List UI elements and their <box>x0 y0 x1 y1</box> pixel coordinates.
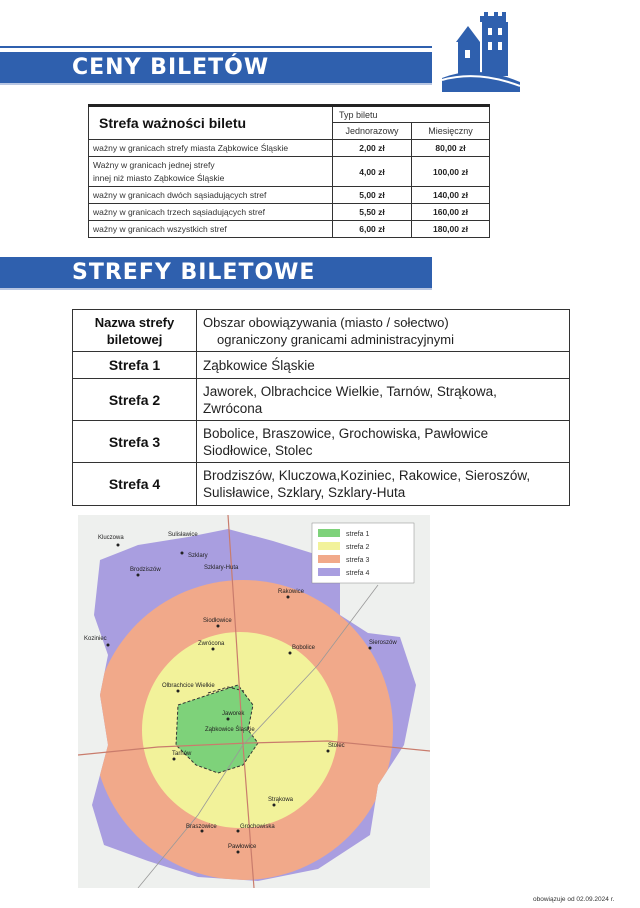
zone-area-line: Brodziszów, Kluczowa,Koziniec, Rakowice, Sieroszów, <box>203 468 531 483</box>
place-sieroszow: Sieroszów <box>369 640 397 646</box>
header-ticket-type: Typ biletu <box>333 106 490 123</box>
zone-area <box>197 463 570 506</box>
place-koziniec: Koziniec <box>84 636 107 642</box>
tower-logo-icon <box>436 8 520 92</box>
zones-map <box>78 515 430 888</box>
price-monthly: 160,00 zł <box>412 204 490 221</box>
price-single: 4,00 zł <box>333 157 412 187</box>
map-svg <box>78 515 430 888</box>
place-grochowiska: Grochowiska <box>240 824 275 830</box>
header-line: Nazwa strefy <box>94 314 175 330</box>
price-monthly: 80,00 zł <box>412 140 490 157</box>
header-line: Obszar obowiązywania (miasto / sołectwo) <box>203 314 449 330</box>
price-row-zone: ważny w granicach wszystkich stref <box>89 221 333 238</box>
price-row-zone: ważny w granicach trzech sąsiadujących stref <box>89 204 333 221</box>
place-stolec: Stolec <box>328 743 345 749</box>
zone-area <box>197 421 570 463</box>
zones-banner <box>0 257 432 290</box>
header-monthly: Miesięczny <box>412 123 490 140</box>
price-row-zone: ważny w granicach dwóch sąsiadujących stref <box>89 187 333 204</box>
price-single: 2,00 zł <box>333 140 412 157</box>
zone-area-line: Bobolice, Braszowice, Grochowiska, Pawłowice <box>203 425 489 441</box>
price-monthly: 100,00 zł <box>412 157 490 187</box>
zone-area-line: Siodłowice, Stolec <box>203 442 313 458</box>
legend-swatch-3 <box>318 555 340 563</box>
prices-banner <box>0 52 432 85</box>
header-zone-name <box>73 310 197 352</box>
price-single: 5,50 zł <box>333 204 412 221</box>
price-single: 5,00 zł <box>333 187 412 204</box>
zone-line: innej niż miasto Ząbkowice Śląskie <box>93 172 225 183</box>
place-sulislawice: Sulisławice <box>168 532 198 538</box>
place-siodlowice: Siodłowice <box>203 618 232 624</box>
zones-table <box>72 309 570 506</box>
zone-area-line: Zwrócona <box>203 400 263 416</box>
place-kluczowa: Kluczowa <box>98 535 124 541</box>
legend-label-3: strefa 3 <box>346 557 370 564</box>
header-zone: Strefa ważności biletu <box>89 106 333 140</box>
place-braszowice: Braszowice <box>186 824 217 830</box>
zone-name: Strefa 1 <box>73 352 197 379</box>
place-szklary-huta: Szklary-Huta <box>204 565 239 571</box>
banner-line <box>0 46 432 48</box>
zone-area-line: Jaworek, Olbrachcice Wielkie, Tarnów, Strąkowa, <box>203 383 497 399</box>
price-monthly: 140,00 zł <box>412 187 490 204</box>
place-olbrachcice: Olbrachcice Wielkie <box>162 683 215 689</box>
place-jaworek: Jaworek <box>222 711 245 717</box>
place-zabkowice: Ząbkowice Śląskie <box>205 727 255 733</box>
header-zone-area <box>197 310 570 352</box>
place-tarnow: Tarnów <box>172 751 192 757</box>
price-monthly: 180,00 zł <box>412 221 490 238</box>
zone-area-line: Sulisławice, Szklary, Szklary-Huta <box>203 485 406 500</box>
zone-name: Strefa 2 <box>73 379 197 421</box>
place-strakowa: Strąkowa <box>268 797 294 803</box>
place-zwrocona: Zwrócona <box>198 641 225 647</box>
header-line: biletowej <box>106 331 163 347</box>
header-single: Jednorazowy <box>333 123 412 140</box>
zone-area-line: Ząbkowice Śląskie <box>203 357 315 373</box>
zone-name: Strefa 3 <box>73 421 197 463</box>
header-line: ograniczony granicami administracyjnymi <box>217 331 454 347</box>
price-single: 6,00 zł <box>333 221 412 238</box>
place-brodziszow: Brodziszów <box>130 567 161 573</box>
legend-label-4: strefa 4 <box>346 570 370 577</box>
zone-name: Strefa 4 <box>73 463 197 506</box>
prices-title: CENY BILETÓW <box>72 55 270 80</box>
legend-label-2: strefa 2 <box>346 544 370 551</box>
zone-area <box>197 352 570 379</box>
zone-area <box>197 379 570 421</box>
price-row-zone <box>89 157 333 187</box>
zone-line: Ważny w granicach jednej strefy <box>93 159 215 170</box>
legend-swatch-2 <box>318 542 340 550</box>
place-szklary: Szklary <box>188 553 208 559</box>
place-pawlowice: Pawłowice <box>228 844 257 850</box>
legend-swatch-4 <box>318 568 340 576</box>
validity-note: obowiązuje od 02.09.2024 r. <box>533 896 615 903</box>
place-rakowice: Rakowice <box>278 589 305 595</box>
price-table <box>88 104 490 238</box>
price-row-zone: ważny w granicach strefy miasta Ząbkowice Śląskie <box>89 140 333 157</box>
zones-title: STREFY BILETOWE <box>72 260 316 285</box>
legend-label-1: strefa 1 <box>346 531 370 538</box>
legend-swatch-1 <box>318 529 340 537</box>
place-bobolice: Bobolice <box>292 645 316 651</box>
